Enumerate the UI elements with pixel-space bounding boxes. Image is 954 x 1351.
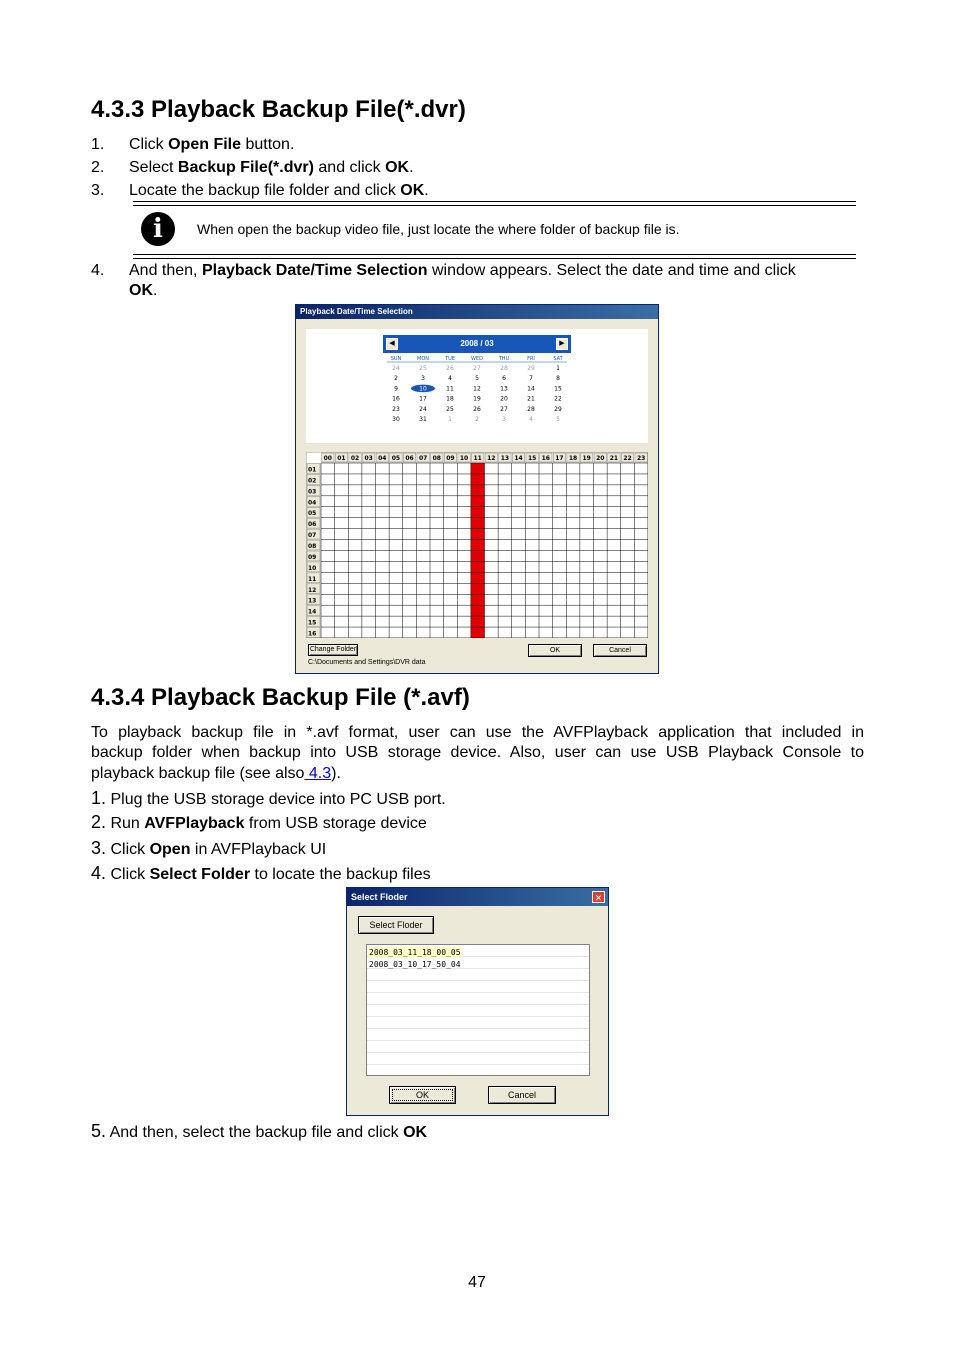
hour-label[interactable]: 00 [323,455,332,462]
calendar-day[interactable]: 8 [556,375,560,383]
hour-label[interactable]: 12 [487,455,496,462]
hour-label[interactable]: 13 [500,455,510,462]
calendar-day[interactable]: 31 [419,416,427,423]
file-item[interactable]: 2008_03_11_18_00_05 [369,948,461,957]
hour-label[interactable]: 06 [405,455,414,462]
calendar-day[interactable]: 16 [392,395,400,403]
next-month-button[interactable]: ▶ [556,338,568,350]
calendar-days [383,353,571,427]
channel-label[interactable]: 08 [308,543,317,550]
calendar-day[interactable]: 27 [473,365,481,372]
calendar-day[interactable]: 19 [473,395,481,403]
calendar-day[interactable]: 24 [392,365,400,372]
calendar-day[interactable]: 17 [419,395,427,403]
hour-label[interactable]: 02 [350,455,360,462]
step-2: 2. Select Backup File(*.dvr) and click OK. [91,159,414,176]
calendar-day[interactable]: 28 [527,405,535,413]
calendar-day[interactable]: 21 [527,395,535,403]
channel-label[interactable]: 10 [308,564,317,572]
calendar-month-label: 2008 / 03 [383,335,571,353]
hour-label[interactable]: 15 [528,455,537,462]
hour-channel-grid[interactable] [306,452,648,638]
hour-label[interactable]: 09 [446,455,455,462]
calendar-day[interactable]: 1 [448,416,452,423]
calendar-day[interactable]: 10 [419,385,427,393]
note-rule-bottom [133,254,856,259]
hour-label[interactable]: 14 [514,455,523,462]
window-titlebar: Select Floder [347,888,608,906]
hour-label[interactable]: 16 [541,455,550,462]
weekday-label: SAT [553,356,563,362]
calendar-day[interactable]: 2 [475,416,479,423]
calendar-day[interactable]: 24 [419,405,427,413]
file-list[interactable] [366,944,590,1076]
select-folder-window [346,887,609,1116]
channel-label[interactable]: 03 [308,488,317,496]
step-1: 1. Click Open File button. [91,136,295,153]
cancel-button[interactable]: Cancel [593,644,647,657]
section-heading-avf: 4.3.4 Playback Backup File (*.avf) [91,684,470,711]
step-3: 3. Locate the backup file folder and click OK. [91,182,429,199]
weekday-label: WED [471,356,483,362]
para-line-3: playback backup file (see also 4.3). [91,765,341,782]
step-4-cont: OK. [129,282,158,299]
hour-label[interactable]: 07 [419,455,428,462]
calendar-day[interactable]: 1 [556,365,560,372]
select-folder-button[interactable]: Select Floder [358,916,434,934]
close-icon[interactable]: ✕ [592,891,605,903]
avf-step-5: 5. And then, select the backup file and click OK [91,1121,428,1141]
avf-step-2: 2. Run AVFPlayback from USB storage device [91,812,427,832]
file-item[interactable]: 2008_03_10_17_50_04 [369,960,461,969]
hour-label[interactable]: 17 [555,455,564,462]
channel-label[interactable]: 01 [308,466,317,474]
calendar-day[interactable]: 27 [500,405,508,413]
calendar-day[interactable]: 18 [446,395,454,403]
weekday-label: SUN [390,356,402,362]
change-folder-button[interactable]: Change Folder [308,644,358,656]
channel-label[interactable]: 13 [308,597,317,605]
weekday-label: THU [498,356,510,362]
note-rule-top [133,201,856,206]
channel-label[interactable]: 02 [308,477,317,485]
channel-label[interactable]: 09 [308,553,317,561]
calendar-day[interactable]: 13 [500,385,508,393]
calendar-day[interactable]: 29 [554,405,562,413]
calendar-day[interactable]: 25 [446,405,454,413]
info-icon: i [141,212,175,246]
calendar-day[interactable]: 26 [446,365,454,372]
calendar-day[interactable]: 23 [392,405,400,413]
para-line-1: To playback backup file in *.avf format, user can use the AVFPlayback application that included in [91,724,864,741]
prev-month-button[interactable]: ◀ [386,338,398,350]
calendar-day[interactable]: 20 [500,395,508,403]
calendar-day[interactable]: 7 [529,375,533,383]
calendar-day[interactable]: 3 [502,416,506,423]
calendar-day[interactable]: 14 [527,385,535,393]
calendar-day[interactable]: 6 [502,375,506,383]
weekday-label: FRI [527,356,535,362]
channel-label[interactable]: 15 [308,619,317,627]
calendar-day[interactable]: 9 [394,385,398,393]
calendar-day[interactable]: 15 [554,385,562,393]
hour-label[interactable]: 04 [378,455,387,462]
note-text: When open the backup video file, just locate the where folder of backup file is. [197,221,680,237]
weekday-label: MON [417,356,429,362]
calendar-day[interactable]: 25 [419,365,427,372]
cancel-button[interactable]: Cancel [488,1086,556,1104]
channel-label[interactable]: 05 [308,510,317,518]
channel-label[interactable]: 14 [308,608,317,616]
calendar-day[interactable]: 11 [446,385,454,393]
hour-label[interactable]: 19 [582,455,591,462]
calendar-day[interactable]: 12 [473,385,481,393]
channel-label[interactable]: 11 [308,575,317,583]
calendar-day[interactable]: 4 [529,416,533,423]
para-line-2: backup folder when backup into USB storage device. Also, user can use USB Playback Console to [91,744,864,761]
calendar-day[interactable]: 3 [421,375,425,383]
calendar-day[interactable]: 29 [527,365,535,372]
hour-label[interactable]: 10 [459,455,469,462]
page-number: 47 [468,1274,486,1291]
hour-label[interactable]: 22 [623,455,632,462]
hour-label[interactable]: 03 [364,455,373,462]
calendar-day[interactable]: 28 [500,365,508,372]
hour-label[interactable]: 18 [568,455,578,462]
window-titlebar: Playback Date/Time Selection [296,305,658,319]
calendar-day[interactable]: 5 [556,416,560,423]
ok-button[interactable]: OK [528,644,582,657]
calendar-day[interactable]: 22 [554,395,562,403]
avf-step-4: 4. Click Select Folder to locate the backup files [91,863,431,883]
avf-step-3: 3. Click Open in AVFPlayback UI [91,838,327,858]
hour-label[interactable]: 23 [637,455,646,462]
channel-label[interactable]: 04 [308,499,317,507]
playback-datetime-window [295,304,659,674]
hour-label[interactable]: 20 [596,455,605,462]
ok-button[interactable]: OK [389,1086,456,1104]
step-4: 4. And then, Playback Date/Time Selection window appears. Select the date and time and click [91,262,796,279]
hour-label[interactable]: 08 [432,455,441,462]
calendar-day[interactable]: 5 [475,375,479,383]
calendar-day[interactable]: 4 [448,375,452,383]
weekday-label: TUE [445,356,455,362]
calendar-day[interactable]: 26 [473,405,481,413]
hour-label[interactable]: 21 [609,455,619,462]
channel-label[interactable]: 06 [308,521,317,529]
avf-step-1: 1. Plug the USB storage device into PC USB port. [91,788,446,808]
section-link[interactable]: 4.3 [304,765,332,782]
hour-label[interactable]: 01 [337,455,346,462]
channel-label[interactable]: 07 [308,532,317,540]
channel-label[interactable]: 12 [308,586,317,594]
hour-label[interactable]: 05 [391,455,401,462]
hour-label[interactable]: 11 [473,455,482,462]
calendar-day[interactable]: 30 [392,416,400,423]
folder-path: C:\Documents and Settings\DVR data [308,659,426,666]
section-heading-dvr: 4.3.3 Playback Backup File(*.dvr) [91,96,466,123]
channel-label[interactable]: 16 [308,630,317,638]
calendar-day[interactable]: 2 [394,375,398,383]
